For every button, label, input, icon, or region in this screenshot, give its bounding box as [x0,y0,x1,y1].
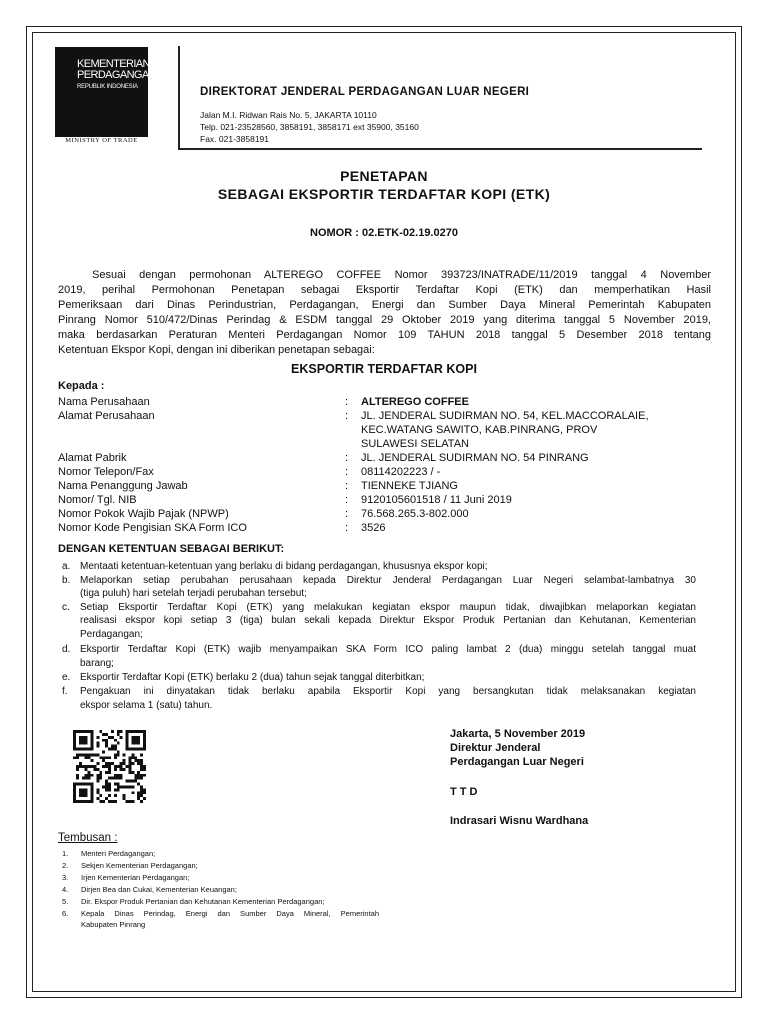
copy-number: 2. [62,861,69,870]
factory-address-label: Alamat Pabrik [58,452,127,464]
provision-letter: d. [62,644,71,655]
directorate-address: Jalan M.I. Ridwan Rais No. 5, JAKARTA 10110 [200,110,377,120]
colon: : [345,396,349,408]
ska-code-label: Nomor Kode Pengisian SKA Form ICO [58,522,247,534]
header-divider-vertical [178,46,180,149]
document-subtitle: SEBAGAI EKSPORTIR TERDAFTAR KOPI (ETK) [217,186,551,202]
provision-line: Setiap Eksportir Terdaftar Kopi (ETK) yang melakukan kegiatan ekspor maupun tidak, diwajibkan melaporkan kegiatan [80,602,696,613]
intro-line: maka berdasarkan Peraturan Menteri Perdagangan Nomor 109 TAHUN 2018 tanggal 5 Desember 2018 tentang [58,329,711,341]
directorate-name: DIREKTORAT JENDERAL PERDAGANGAN LUAR NEGERI [200,86,530,98]
copy-recipient: Sekjen Kementerian Perdagangan; [81,861,198,870]
provision-line: (tiga puluh) hari setelah terjadi perubahan tersebut; [80,588,307,599]
provision-line: Perdagangan; [80,629,143,640]
provision-line: ekspor selama 1 (satu) tahun. [80,700,213,711]
copy-number: 4. [62,885,69,894]
copies-heading: Tembusan : [58,832,118,844]
provision-letter: e. [62,672,71,683]
provision-letter: a. [62,561,71,572]
signature-place-date: Jakarta, 5 November 2019 [450,728,586,740]
intro-line: Pinrang Nomor 510/472/Dinas Perindag & ESDM tanggal 29 Oktober 2019 yang diterima tanggal 5 November 2019, [58,314,711,326]
directorate-fax: Fax. 021-3858191 [200,134,269,144]
copy-recipient: Dir. Ekspor Produk Pertanian dan Kehutanan Kementerian Perdagangan; [81,897,325,906]
nib-value: 9120105601518 / 11 Juni 2019 [361,494,512,506]
provision-letter: c. [62,602,70,613]
recipient-label: Kepada : [58,380,105,392]
provision-letter: f. [62,686,68,697]
company-name-value: ALTEREGO COFFEE [361,396,469,408]
npwp-value: 76.568.265.3-802.000 [361,508,469,520]
colon: : [345,410,349,422]
logo-line-3: REPUBLIK INDONESIA [77,84,138,90]
copy-number: 1. [62,849,69,858]
logo-caption: MINISTRY OF TRADE [65,137,138,144]
qr-code [73,730,146,803]
ministry-logo [55,47,156,137]
provision-line: Eksportir Terdaftar Kopi (ETK) wajib menyampaikan SKA Form ICO paling lambat 2 (dua) minggu setelah tanggal muat [80,644,696,655]
company-address-label: Alamat Perusahaan [58,410,155,422]
intro-line: Ketentuan Ekspor Kopi, dengan ini diberikan penetapan sebagai: [58,344,375,356]
signature-ttd: T T D [450,786,478,798]
company-address-line: SULAWESI SELATAN [361,438,469,450]
provision-letter: b. [62,575,71,586]
section-heading: EKSPORTIR TERDAFTAR KOPI [291,362,477,376]
document-number: NOMOR : 02.ETK-02.19.0270 [310,227,458,239]
ska-code-value: 3526 [361,522,386,534]
copy-recipient: Kepala Dinas Perindag, Energi dan Sumber Daya Mineral, Pemerintah [81,909,379,918]
header-divider-horizontal [178,148,702,150]
signature-position: Direktur Jenderal [450,742,541,754]
intro-line: Sesuai dengan permohonan ALTEREGO COFFEE Nomor 393723/INATRADE/11/2019 tanggal 4 November [92,269,711,281]
provision-line: Pengakuan ini dinyatakan tidak berlaku apabila Eksportir Kopi yang bersangkutan tidak melaksanakan kegiatan [80,686,696,697]
company-address-line: KEC.WATANG SAWITO, KAB.PINRANG, PROV [361,424,598,436]
signature-position: Perdagangan Luar Negeri [450,756,584,768]
colon: : [345,522,349,534]
npwp-label: Nomor Pokok Wajib Pajak (NPWP) [58,508,229,520]
responsible-person-value: TIENNEKE TJIANG [361,480,458,492]
intro-line: Pemeriksaan dari Dinas Perindustrian, Perdagangan, Energi dan Sumber Daya Mineral Pemerintah Kabupaten [58,299,711,311]
directorate-phone: Telp. 021-23528560, 3858191, 3858171 ext 35900, 35160 [200,122,419,132]
company-address-line: JL. JENDERAL SUDIRMAN NO. 54, KEL.MACCORALAIE, [361,410,649,422]
colon: : [345,480,349,492]
copy-number: 3. [62,873,69,882]
logo-line-2: PERDAGANGAN [77,69,156,81]
copy-number: 6. [62,909,69,918]
copy-recipient: Irjen Kementerian Perdagangan; [81,873,190,882]
document-title: PENETAPAN [340,168,428,184]
phone-value: 08114202223 / - [361,466,441,478]
responsible-person-label: Nama Penanggung Jawab [58,480,188,492]
factory-address-value: JL. JENDERAL SUDIRMAN NO. 54 PINRANG [361,452,589,464]
colon: : [345,494,349,506]
copy-recipient: Kabupaten Pinrang [81,920,146,929]
company-name-label: Nama Perusahaan [58,396,150,408]
colon: : [345,508,349,520]
nib-label: Nomor/ Tgl. NIB [58,494,137,506]
provisions-heading: DENGAN KETENTUAN SEBAGAI BERIKUT: [58,543,285,555]
provision-line: Eksportir Terdaftar Kopi (ETK) berlaku 2 (dua) tahun sejak tanggal diterbitkan; [80,672,425,683]
provision-line: Mentaati ketentuan-ketentuan yang berlaku di bidang perdagangan, khususnya ekspor kopi; [80,561,488,572]
copy-recipient: Dirjen Bea dan Cukai, Kementerian Keuangan; [81,885,237,894]
provision-line: Melaporkan setiap perubahan perusahaan kepada Direktur Jenderal Perdagangan Luar Negeri selambat-lambatnya 30 [80,575,696,586]
intro-line: 2019, perihal Permohonan Penetapan sebagai Eksportir Terdaftar Kopi (ETK) dan memperhatikan Hasil [58,284,711,296]
colon: : [345,466,349,478]
signatory-name: Indrasari Wisnu Wardhana [450,815,589,827]
logo-line-1: KEMENTERIAN [77,58,150,70]
phone-label: Nomor Telepon/Fax [58,466,154,478]
copy-recipient: Menteri Perdagangan; [81,849,156,858]
colon: : [345,452,349,464]
provision-line: realisasi ekspor kopi setiap 3 (tiga) bulan sekali kepada Direktur Ekspor Produk Pertanian dan Kehutanan, Kementerian [80,615,696,626]
provision-line: barang; [80,658,114,669]
copy-number: 5. [62,897,69,906]
